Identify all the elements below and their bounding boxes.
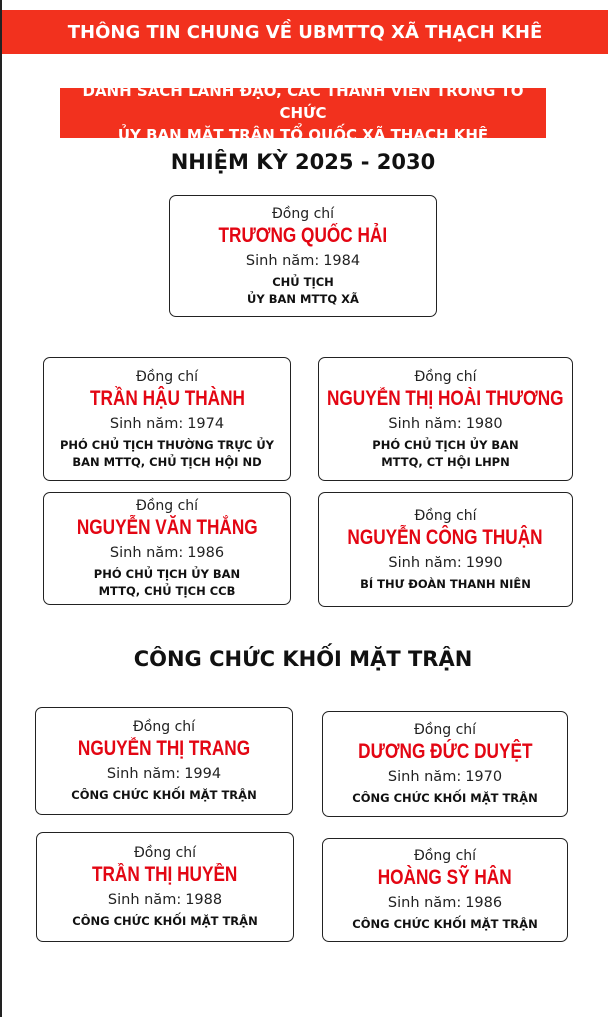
birth-year: Sinh năm: 1994 [106, 766, 222, 782]
leader-card-vice-veterans [43, 492, 291, 605]
staff-role: CÔNG CHỨC KHỐI MẶT TRẬN [352, 917, 538, 931]
subtitle-banner [60, 82, 546, 144]
leader-card-chairman [169, 195, 437, 317]
leader-role: PHÓ CHỦ TỊCH ỦY BAN MTTQ, CT HỘI LHPN [372, 437, 519, 469]
card-prefix: Đồng chí [135, 498, 199, 514]
leader-role: CHỦ TỊCH ỦY BAN MTTQ XÃ [247, 274, 359, 306]
birth-year: Sinh năm: 1986 [387, 895, 503, 911]
leader-name: TRƯƠNG QUỐC HẢI [218, 223, 388, 247]
birth-year: Sinh năm: 1970 [387, 769, 503, 785]
card-prefix: Đồng chí [413, 848, 477, 864]
leader-card-vice-women [318, 357, 573, 481]
card-prefix: Đồng chí [414, 507, 477, 524]
staff-card [322, 711, 568, 817]
birth-year: Sinh năm: 1984 [245, 252, 361, 269]
card-prefix: Đồng chí [414, 368, 477, 385]
birth-year: Sinh năm: 1986 [109, 545, 225, 561]
leader-name: NGUYỄN THỊ HOÀI THƯƠNG [327, 386, 564, 410]
staff-name: TRẦN THỊ HUYỀN [92, 863, 238, 886]
birth-year: Sinh năm: 1974 [109, 415, 225, 432]
birth-year: Sinh năm: 1988 [107, 892, 223, 908]
subtitle-line-1: DANH SÁCH LÃNH ĐẠO, CÁC THÀNH VIÊN TRONG TỔ CHỨC [82, 82, 524, 122]
leader-name: NGUYỄN VĂN THẮNG [76, 516, 258, 539]
staff-role: CÔNG CHỨC KHỐI MẶT TRẬN [71, 788, 257, 802]
staff-role: CÔNG CHỨC KHỐI MẶT TRẬN [352, 791, 538, 805]
page-banner [2, 10, 608, 54]
card-prefix: Đồng chí [413, 722, 477, 738]
birth-year: Sinh năm: 1990 [388, 554, 503, 571]
staff-name: DƯƠNG ĐỨC DUYỆT [357, 740, 533, 763]
card-prefix: Đồng chí [271, 205, 335, 222]
card-prefix: Đồng chí [132, 719, 196, 735]
staff-card [322, 838, 568, 942]
staff-name: NGUYỄN THỊ TRANG [77, 737, 251, 760]
card-prefix: Đồng chí [133, 845, 197, 861]
term-heading: NHIỆM KỲ 2025 - 2030 [170, 150, 436, 174]
staff-name: HOÀNG SỸ HÂN [378, 866, 512, 889]
staff-heading: CÔNG CHỨC KHỐI MẶT TRẬN [133, 647, 473, 671]
leader-card-vice-standing [43, 357, 291, 481]
leader-role: PHÓ CHỦ TỊCH THƯỜNG TRỰC ỦY BAN MTTQ, CHỦ TỊCH HỘI ND [59, 437, 275, 469]
leader-name: TRẦN HẬU THÀNH [89, 386, 245, 410]
banner-title: THÔNG TIN CHUNG VỀ UBMTTQ XÃ THẠCH KHÊ [67, 21, 543, 43]
staff-card [35, 707, 293, 815]
leader-role: PHÓ CHỦ TỊCH ỦY BAN MTTQ, CHỦ TỊCH CCB [93, 567, 241, 598]
leader-role: BÍ THƯ ĐOÀN THANH NIÊN [360, 576, 531, 591]
leader-card-youth-union [318, 492, 573, 607]
staff-role: CÔNG CHỨC KHỐI MẶT TRẬN [72, 914, 258, 928]
staff-card [36, 832, 294, 942]
birth-year: Sinh năm: 1980 [388, 415, 503, 432]
leader-name: NGUYỄN CÔNG THUẬN [347, 525, 544, 549]
subtitle-line-2: ỦY BAN MẶT TRẬN TỔ QUỐC XÃ THẠCH KHÊ [117, 126, 489, 144]
card-prefix: Đồng chí [135, 368, 199, 385]
